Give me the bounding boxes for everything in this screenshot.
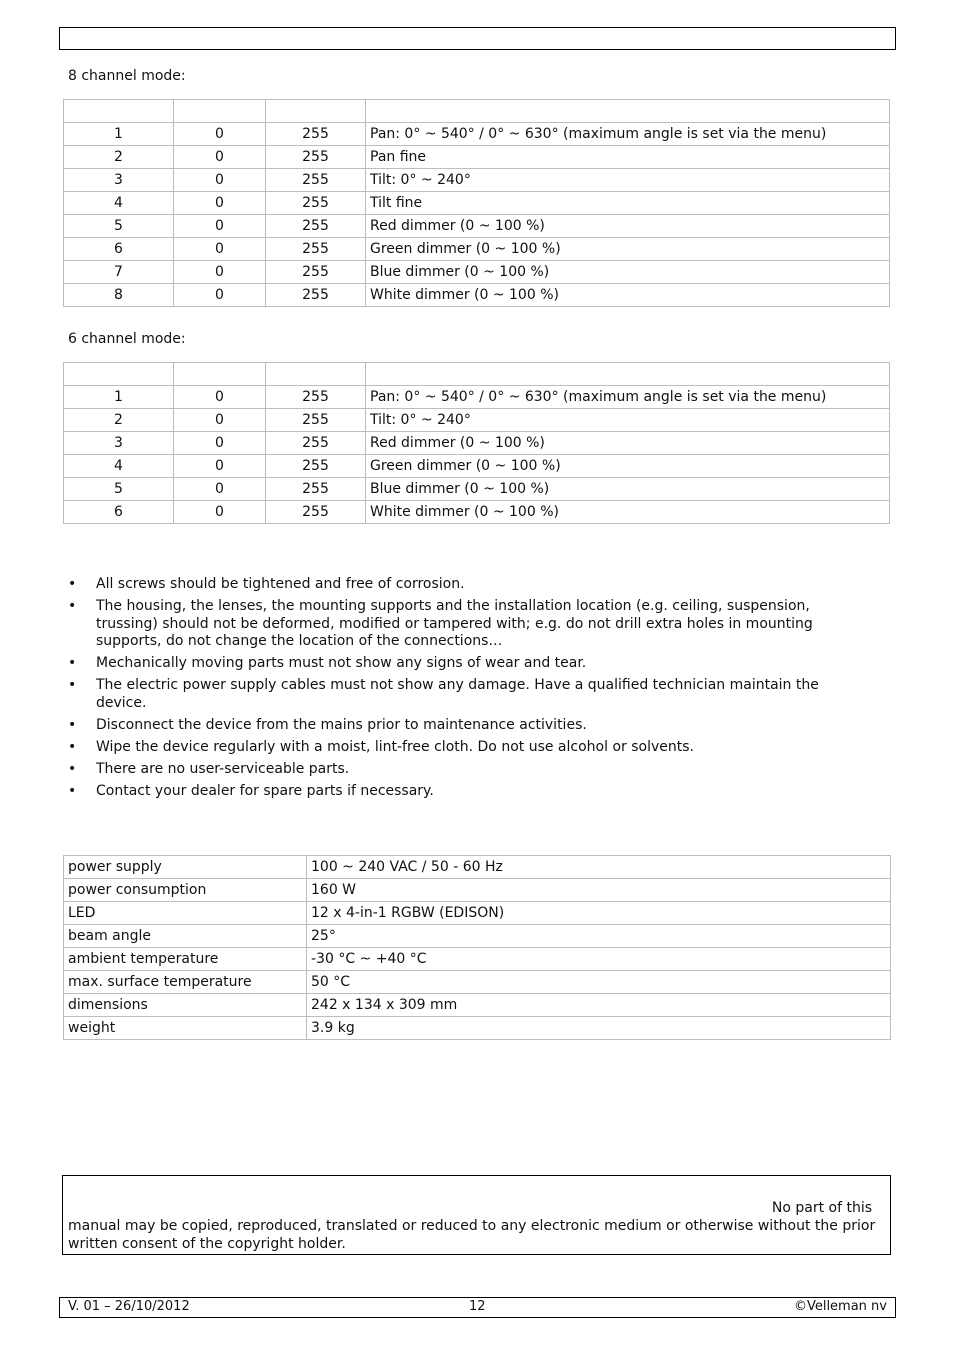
min-value-cell: 0 — [174, 146, 266, 169]
min-value-cell: 0 — [174, 455, 266, 478]
function-cell: Tilt fine — [366, 192, 890, 215]
spec-value-cell: 50 °C — [307, 971, 891, 994]
table-row — [64, 409, 890, 432]
min-value-cell: 0 — [174, 432, 266, 455]
spec-value-cell: 242 x 134 x 309 mm — [307, 994, 891, 1017]
channel-cell: 2 — [64, 146, 174, 169]
min-value-cell: 0 — [174, 478, 266, 501]
table-row — [64, 146, 890, 169]
dmx-table-8ch — [63, 99, 890, 307]
min-value-cell: 0 — [174, 238, 266, 261]
footer-brand: ©Velleman nv — [793, 1299, 887, 1314]
max-value-cell: 255 — [266, 284, 366, 307]
table-row — [64, 501, 890, 524]
footer-page-number: 12 — [469, 1299, 486, 1314]
function-cell: White dimmer (0 ~ 100 %) — [366, 284, 890, 307]
table-row — [64, 284, 890, 307]
spec-label-cell: ambient temperature — [64, 948, 307, 971]
table-row — [64, 169, 890, 192]
max-value-cell: 255 — [266, 409, 366, 432]
list-item: • Disconnect the device from the mains prior to maintenance activities. — [68, 717, 868, 735]
list-item: • There are no user-serviceable parts. — [68, 761, 868, 779]
max-value-cell: 255 — [266, 261, 366, 284]
max-value-cell: 255 — [266, 146, 366, 169]
table-row — [64, 432, 890, 455]
function-cell: Tilt: 0° ~ 240° — [366, 169, 890, 192]
function-cell: Tilt: 0° ~ 240° — [366, 409, 890, 432]
dmx-table-6ch — [63, 362, 890, 524]
channel-cell: 3 — [64, 432, 174, 455]
page-footer — [59, 1297, 896, 1318]
table-row — [64, 856, 891, 879]
list-item: • The electric power supply cables must not show any damage. Have a qualified technician maintain the device. — [68, 677, 868, 712]
spec-value-cell: 3.9 kg — [307, 1017, 891, 1040]
table-row — [64, 948, 891, 971]
max-value-cell: 255 — [266, 169, 366, 192]
channel-cell: 4 — [64, 192, 174, 215]
function-cell: Pan: 0° ~ 540° / 0° ~ 630° (maximum angle is set via the menu) — [366, 123, 890, 146]
list-item: • All screws should be tightened and free of corrosion. — [68, 576, 868, 594]
table-row — [64, 386, 890, 409]
table-header-row — [64, 363, 890, 386]
channel-cell: 8 — [64, 284, 174, 307]
table-row — [64, 902, 891, 925]
min-value-cell: 0 — [174, 501, 266, 524]
table-row — [64, 1017, 891, 1040]
table-row — [64, 123, 890, 146]
channel-cell: 1 — [64, 386, 174, 409]
max-value-cell: 255 — [266, 478, 366, 501]
table-row — [64, 192, 890, 215]
table-row — [64, 971, 891, 994]
page-header-box — [59, 27, 896, 50]
copyright-notice — [68, 1199, 883, 1253]
spec-label-cell: weight — [64, 1017, 307, 1040]
max-value-cell: 255 — [266, 455, 366, 478]
table-row — [64, 925, 891, 948]
max-value-cell: 255 — [266, 501, 366, 524]
specs-table — [63, 855, 891, 1040]
function-cell: Green dimmer (0 ~ 100 %) — [366, 238, 890, 261]
channel-cell: 5 — [64, 478, 174, 501]
mode8-caption: 8 channel mode: — [68, 68, 186, 84]
table-row — [64, 879, 891, 902]
channel-cell: 6 — [64, 238, 174, 261]
max-value-cell: 255 — [266, 215, 366, 238]
list-item: • Contact your dealer for spare parts if necessary. — [68, 783, 868, 801]
min-value-cell: 0 — [174, 386, 266, 409]
channel-cell: 1 — [64, 123, 174, 146]
channel-cell: 3 — [64, 169, 174, 192]
spec-value-cell: 25° — [307, 925, 891, 948]
list-item: • Mechanically moving parts must not show any signs of wear and tear. — [68, 655, 868, 673]
copyright-line2: manual may be copied, reproduced, translated or reduced to any electronic medium or otherwise without the prior written consent of the copyright holder. — [68, 1218, 876, 1252]
min-value-cell: 0 — [174, 409, 266, 432]
table-row — [64, 455, 890, 478]
spec-label-cell: dimensions — [64, 994, 307, 1017]
mode6-caption: 6 channel mode: — [68, 331, 186, 347]
table-row — [64, 261, 890, 284]
channel-cell: 6 — [64, 501, 174, 524]
channel-cell: 5 — [64, 215, 174, 238]
max-value-cell: 255 — [266, 192, 366, 215]
list-item: • The housing, the lenses, the mounting supports and the installation location (e.g. ceiling, suspension, trussing) should not be deformed, modified or tampered with; e.g. do not drill extra holes in mounting supports, do not change the location of the connections… — [68, 598, 868, 651]
channel-cell: 2 — [64, 409, 174, 432]
table-row — [64, 994, 891, 1017]
specs-table-body — [64, 856, 891, 1040]
min-value-cell: 0 — [174, 192, 266, 215]
function-cell: White dimmer (0 ~ 100 %) — [366, 501, 890, 524]
spec-label-cell: max. surface temperature — [64, 971, 307, 994]
maintenance-list — [68, 576, 868, 805]
min-value-cell: 0 — [174, 123, 266, 146]
min-value-cell: 0 — [174, 215, 266, 238]
dmx-table-8ch-body — [64, 100, 890, 307]
channel-cell: 7 — [64, 261, 174, 284]
min-value-cell: 0 — [174, 169, 266, 192]
spec-label-cell: power consumption — [64, 879, 307, 902]
spec-value-cell: -30 °C ~ +40 °C — [307, 948, 891, 971]
max-value-cell: 255 — [266, 386, 366, 409]
spec-label-cell: power supply — [64, 856, 307, 879]
table-row — [64, 215, 890, 238]
function-cell: Green dimmer (0 ~ 100 %) — [366, 455, 890, 478]
function-cell: Blue dimmer (0 ~ 100 %) — [366, 261, 890, 284]
table-header-row — [64, 100, 890, 123]
max-value-cell: 255 — [266, 123, 366, 146]
copyright-line1: No part of this — [771, 1200, 872, 1216]
function-cell: Red dimmer (0 ~ 100 %) — [366, 215, 890, 238]
max-value-cell: 255 — [266, 238, 366, 261]
spec-value-cell: 12 x 4-in-1 RGBW (EDISON) — [307, 902, 891, 925]
function-cell: Pan: 0° ~ 540° / 0° ~ 630° (maximum angle is set via the menu) — [366, 386, 890, 409]
spec-value-cell: 160 W — [307, 879, 891, 902]
function-cell: Blue dimmer (0 ~ 100 %) — [366, 478, 890, 501]
min-value-cell: 0 — [174, 261, 266, 284]
table-row — [64, 478, 890, 501]
list-item: • Wipe the device regularly with a moist, lint-free cloth. Do not use alcohol or solvents. — [68, 739, 868, 757]
spec-label-cell: beam angle — [64, 925, 307, 948]
min-value-cell: 0 — [174, 284, 266, 307]
table-row — [64, 238, 890, 261]
max-value-cell: 255 — [266, 432, 366, 455]
spec-label-cell: LED — [64, 902, 307, 925]
function-cell: Red dimmer (0 ~ 100 %) — [366, 432, 890, 455]
spec-value-cell: 100 ~ 240 VAC / 50 - 60 Hz — [307, 856, 891, 879]
function-cell: Pan fine — [366, 146, 890, 169]
footer-version: V. 01 – 26/10/2012 — [68, 1299, 190, 1314]
channel-cell: 4 — [64, 455, 174, 478]
dmx-table-6ch-body — [64, 363, 890, 524]
